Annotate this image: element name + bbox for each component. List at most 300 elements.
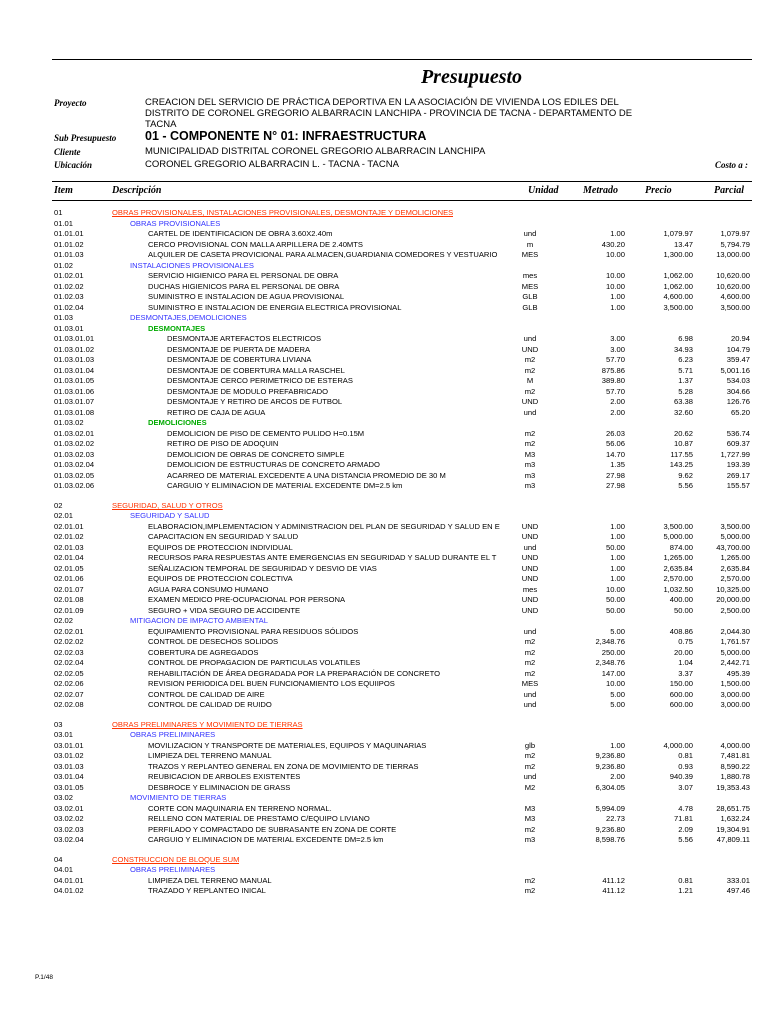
item-unit: m3	[524, 470, 536, 480]
item-price: 3.07	[678, 782, 693, 792]
item-price: 600.00	[669, 689, 693, 699]
table-row	[0, 835, 768, 846]
item-description: INSTALACIONES PROVISIONALES	[130, 260, 254, 270]
item-unit: m2	[524, 355, 536, 364]
item-unit: und	[523, 229, 537, 238]
item-code: 02.02.05	[54, 668, 84, 678]
item-unit: M	[526, 376, 534, 385]
item-description: TRAZADO Y REPLANTEO INICAL	[148, 886, 266, 895]
item-unit: M3	[524, 814, 536, 823]
table-row	[0, 690, 768, 701]
item-code: 04.01	[54, 865, 74, 874]
item-partial: 1,727.99	[720, 449, 750, 459]
item-price: 71.81	[673, 814, 693, 823]
item-metrado: 1.00	[610, 532, 625, 541]
item-unit: UND	[521, 532, 539, 541]
item-description: CARTEL DE IDENTIFICACION DE OBRA 3.60X2.40m	[148, 229, 333, 238]
item-partial: 10,620.00	[716, 281, 750, 291]
table-row	[0, 292, 768, 303]
item-code: 02.01.09	[54, 605, 84, 615]
item-description: SUMINISTRO E INSTALACION DE AGUA PROVISIONAL	[148, 292, 345, 301]
item-description: CONSTRUCCION DE BLOQUE SUM	[112, 854, 240, 864]
item-price: 32.60	[673, 407, 693, 417]
item-price: 6.98	[678, 334, 693, 343]
item-code: 01.02.02	[54, 281, 84, 291]
item-code: 01.03.01	[54, 323, 84, 333]
item-metrado: 411.12	[602, 886, 625, 895]
table-row	[0, 240, 768, 251]
item-code: 03.01.04	[54, 772, 84, 781]
item-code: 03.01.05	[54, 782, 84, 792]
item-partial: 28,651.75	[716, 803, 750, 813]
section-spacer	[0, 711, 768, 720]
item-description: RETIRO DE CAJA DE AGUA	[167, 407, 266, 417]
item-description: DESMONTAJE ARTEFACTOS ELECTRICOS	[167, 334, 322, 343]
item-metrado: 2,348.76	[595, 658, 625, 667]
item-metrado: 10.00	[605, 679, 625, 688]
item-metrado: 10.00	[605, 281, 625, 291]
item-unit: M3	[524, 449, 536, 459]
item-partial: 4,000.00	[720, 740, 750, 750]
item-partial: 3,500.00	[720, 302, 750, 312]
item-code: 02.01.03	[54, 542, 84, 552]
table-row	[0, 439, 768, 450]
table-row	[0, 762, 768, 773]
table-row	[0, 303, 768, 314]
table-row	[0, 564, 768, 575]
item-partial: 333.01	[726, 875, 750, 885]
item-partial: 536.74	[726, 428, 750, 438]
item-code: 01.01.03	[54, 250, 84, 259]
item-metrado: 411.12	[602, 875, 625, 885]
proyecto-label: Proyecto	[54, 98, 87, 108]
section-row	[0, 616, 768, 627]
col-precio: Precio	[645, 185, 672, 196]
item-partial: 3,000.00	[720, 689, 750, 699]
item-description: CAPACITACION EN SEGURIDAD Y SALUD	[148, 532, 299, 541]
col-parcial: Parcial	[714, 185, 744, 196]
table-row	[0, 429, 768, 440]
item-metrado: 3.00	[610, 344, 625, 354]
item-code: 01.03.01.06	[54, 386, 95, 396]
item-description: OBRAS PRELIMINARES	[130, 865, 216, 874]
item-code: 01.01.01	[54, 229, 84, 238]
item-price: 2.09	[678, 824, 693, 834]
item-price: 5.56	[678, 835, 693, 844]
item-metrado: 26.03	[605, 428, 625, 438]
item-description: CARGUIO Y ELIMINACION DE MATERIAL EXCEDENTE DM=2.5 km	[167, 481, 403, 490]
item-partial: 1,079.97	[720, 229, 750, 238]
proyecto-value: CREACION DEL SERVICIO DE PRÁCTICA DEPORTIVA EN LA ASOCIACIÓN DE VIVIENDA LOS EDILES DEL DISTRITO DE CORONEL GREGORIO ALBARRACIN LANCHIPA - PROVINCIA DE TACNA - DEPARTAMENTO DE TACNA	[145, 97, 633, 130]
item-price: 0.75	[678, 637, 693, 646]
item-code: 03.01	[54, 730, 74, 739]
item-metrado: 3.00	[610, 334, 625, 343]
table-row	[0, 637, 768, 648]
item-code: 03.01.03	[54, 761, 84, 771]
item-partial: 7,481.81	[720, 751, 750, 760]
item-code: 02.02	[54, 616, 74, 625]
item-code: 01.03.02.03	[54, 449, 95, 459]
item-unit: m3	[524, 460, 536, 469]
section-row	[0, 793, 768, 804]
item-description: DESMONTAJES,DEMOLICIONES	[130, 313, 247, 322]
item-price: 34.93	[673, 344, 693, 354]
item-partial: 5,794.79	[720, 239, 750, 249]
table-row	[0, 376, 768, 387]
item-metrado: 2.00	[610, 407, 625, 417]
section-row	[0, 511, 768, 522]
item-price: 3,500.00	[663, 302, 693, 312]
item-description: COBERTURA DE AGREGADOS	[148, 647, 259, 657]
section-spacer	[0, 846, 768, 855]
item-partial: 20,000.00	[716, 595, 750, 604]
item-partial: 20.94	[730, 334, 750, 343]
item-partial: 609.37	[726, 439, 750, 448]
item-unit: und	[523, 407, 537, 417]
item-description: OBRAS PRELIMINARES Y MOVIMIENTO DE TIERRAS	[112, 719, 303, 729]
item-unit: m2	[524, 886, 536, 895]
item-unit: m	[526, 239, 534, 249]
item-metrado: 57.70	[605, 386, 625, 396]
item-price: 4,600.00	[663, 292, 693, 301]
item-code: 03	[54, 719, 63, 729]
item-partial: 43,700.00	[716, 542, 750, 552]
item-description: EXAMEN MEDICO PRE-OCUPACIONAL POR PERSONA	[148, 595, 346, 604]
table-row	[0, 387, 768, 398]
item-code: 02.01	[54, 511, 74, 520]
item-price: 1,300.00	[663, 250, 693, 259]
item-code: 03.02.03	[54, 824, 84, 834]
item-price: 9.62	[678, 470, 693, 480]
item-partial: 5,001.16	[720, 365, 750, 375]
item-unit: m3	[524, 481, 536, 490]
item-code: 02.01.07	[54, 584, 84, 594]
item-code: 01.02.01	[54, 271, 84, 280]
item-price: 4.78	[678, 803, 693, 813]
table-row	[0, 772, 768, 783]
item-code: 01.03.01.02	[54, 344, 95, 354]
item-price: 400.00	[669, 595, 693, 604]
item-metrado: 1.35	[610, 460, 625, 469]
item-unit: UND	[521, 553, 539, 562]
item-description: OBRAS PRELIMINARES	[130, 730, 216, 739]
table-row	[0, 366, 768, 377]
item-description: EQUIPAMIENTO PROVISIONAL PARA RESIDUOS SÓLIDOS	[148, 626, 359, 636]
item-metrado: 1.00	[610, 574, 625, 583]
item-code: 01.03.01.08	[54, 407, 95, 417]
table-row	[0, 574, 768, 585]
table-row	[0, 553, 768, 564]
item-description: DEMOLICION DE OBRAS DE CONCRETO SIMPLE	[167, 449, 345, 459]
item-metrado: 2.00	[610, 772, 625, 781]
item-price: 940.39	[669, 772, 693, 781]
item-metrado: 1.00	[610, 292, 625, 301]
table-row	[0, 876, 768, 887]
item-price: 2,570.00	[663, 574, 693, 583]
table-row	[0, 522, 768, 533]
table-row	[0, 271, 768, 282]
item-unit: m2	[524, 428, 536, 438]
item-code: 01.01.02	[54, 239, 84, 249]
table-row	[0, 345, 768, 356]
item-description: DESMONTAJE DE COBERTURA MALLA RASCHEL	[167, 365, 345, 375]
item-partial: 3,000.00	[720, 700, 750, 709]
section-row	[0, 208, 768, 219]
section-row	[0, 730, 768, 741]
item-partial: 19,353.43	[716, 782, 750, 792]
item-code: 01.03.02.02	[54, 439, 95, 448]
item-code: 01.03.02.06	[54, 481, 95, 490]
cliente-value: MUNICIPALIDAD DISTRITAL CORONEL GREGORIO ALBARRACIN LANCHIPA	[145, 146, 486, 157]
item-metrado: 10.00	[605, 584, 625, 594]
item-metrado: 2.00	[610, 397, 625, 406]
item-description: EQUIPOS DE PROTECCION COLECTIVA	[148, 574, 293, 583]
item-description: SEÑALIZACION TEMPORAL DE SEGURIDAD Y DESVIO DE VIAS	[148, 563, 377, 573]
item-unit: m2	[524, 439, 536, 448]
item-metrado: 430.20	[601, 239, 625, 249]
item-code: 02.02.03	[54, 647, 84, 657]
item-price: 1,062.00	[663, 271, 693, 280]
item-unit: und	[523, 700, 537, 709]
item-unit: UND	[521, 344, 539, 354]
item-code: 03.02.02	[54, 814, 84, 823]
item-price: 63.38	[673, 397, 693, 406]
item-code: 01.02.03	[54, 292, 84, 301]
item-metrado: 27.98	[605, 481, 625, 490]
item-unit: UND	[521, 595, 539, 604]
item-metrado: 6,304.05	[595, 782, 625, 792]
item-price: 1,265.00	[663, 553, 693, 562]
item-description: DESMONTAJE DE PUERTA DE MADERA	[167, 344, 311, 354]
item-code: 04.01.02	[54, 886, 84, 895]
item-partial: 193.39	[726, 460, 750, 469]
table-row	[0, 886, 768, 897]
item-code: 02.02.06	[54, 679, 84, 688]
item-partial: 10,325.00	[716, 584, 750, 594]
item-description: LIMPIEZA DEL TERRENO MANUAL	[148, 875, 272, 885]
item-unit: UND	[521, 397, 539, 406]
item-description: DESMONTAJES	[148, 323, 206, 333]
item-metrado: 50.00	[605, 605, 625, 615]
item-price: 1,032.50	[663, 584, 693, 594]
item-metrado: 9,236.80	[595, 751, 625, 760]
subpresupuesto-value: 01 - COMPONENTE N° 01: INFRAESTRUCTURA	[145, 129, 427, 143]
item-price: 408.86	[669, 626, 693, 636]
section-spacer	[0, 492, 768, 501]
item-partial: 5,000.00	[720, 647, 750, 657]
item-description: REVISION PERIODICA DEL BUEN FUNCIONAMIENTO LOS EQUIIPOS	[148, 679, 395, 688]
item-partial: 1,265.00	[720, 553, 750, 562]
budget-table-body	[0, 208, 768, 897]
item-description: DESMONTAJE DE COBERTURA LIVIANA	[167, 355, 312, 364]
item-price: 10.87	[673, 439, 693, 448]
item-description: DESMONTAJE DE MODULO PREFABRICADO	[167, 386, 329, 396]
item-code: 01.02	[54, 260, 74, 270]
item-partial: 2,635.84	[720, 563, 750, 573]
section-row	[0, 501, 768, 512]
table-row	[0, 606, 768, 617]
item-unit: MES	[521, 281, 539, 291]
item-code: 01.03.01.03	[54, 355, 95, 364]
table-row	[0, 532, 768, 543]
col-metrado: Metrado	[583, 185, 618, 196]
item-unit: GLB	[522, 302, 538, 312]
item-metrado: 250.00	[601, 647, 625, 657]
section-row	[0, 261, 768, 272]
item-description: SERVICIO HIGIENICO PARA EL PERSONAL DE OBRA	[148, 271, 339, 280]
costo-label: Costo a :	[714, 160, 748, 170]
item-partial: 497.46	[726, 886, 750, 895]
item-unit: m2	[524, 761, 536, 771]
item-code: 02.01.08	[54, 595, 84, 604]
item-metrado: 50.00	[605, 595, 625, 604]
item-partial: 304.66	[726, 386, 750, 396]
item-metrado: 9,236.80	[595, 761, 625, 771]
item-description: DEMOLICIONES	[148, 418, 207, 427]
col-item: Item	[54, 185, 73, 196]
section-row	[0, 219, 768, 230]
item-code: 01.03.01.05	[54, 376, 95, 385]
item-unit: mes	[522, 584, 538, 594]
item-unit: UND	[521, 521, 539, 531]
item-partial: 10,620.00	[716, 271, 750, 280]
item-description: ELABORACION,IMPLEMENTACION Y ADMINISTRACION DEL PLAN DE SEGURIDAD Y SALUD EN E	[148, 521, 500, 531]
section-row	[0, 324, 768, 335]
table-row	[0, 585, 768, 596]
table-row	[0, 648, 768, 659]
item-description: TRAZOS Y REPLANTEO GENERAL EN ZONA DE MOVIMIENTO DE TIERRAS	[148, 761, 419, 771]
item-price: 6.23	[678, 355, 693, 364]
item-metrado: 10.00	[605, 250, 625, 259]
item-price: 0.81	[678, 875, 693, 885]
item-unit: UND	[521, 605, 539, 615]
item-partial: 359.47	[726, 355, 750, 364]
item-price: 150.00	[669, 679, 693, 688]
item-price: 50.00	[673, 605, 693, 615]
item-code: 04	[54, 854, 63, 864]
item-description: SEGURO + VIDA SEGURO DE ACCIDENTE	[148, 605, 301, 615]
item-metrado: 57.70	[605, 355, 625, 364]
item-partial: 534.03	[726, 376, 750, 385]
table-row	[0, 751, 768, 762]
item-partial: 5,000.00	[720, 532, 750, 541]
item-metrado: 8,598.76	[595, 835, 625, 844]
item-partial: 47,809.11	[716, 835, 750, 844]
item-partial: 495.39	[726, 668, 750, 678]
subpresupuesto-label: Sub Presupuesto	[54, 133, 117, 143]
item-description: EQUIPOS DE PROTECCION INDIVIDUAL	[148, 542, 293, 552]
item-partial: 1,632.24	[720, 814, 750, 823]
item-code: 01	[54, 208, 63, 217]
item-partial: 1,500.00	[720, 679, 750, 688]
item-unit: M2	[524, 782, 536, 792]
item-description: CONTROL DE CALIDAD DE RUIDO	[148, 700, 272, 709]
item-unit: m2	[524, 751, 536, 760]
table-row	[0, 355, 768, 366]
table-row	[0, 408, 768, 419]
table-row	[0, 229, 768, 240]
table-row	[0, 397, 768, 408]
item-description: SEGURIDAD, SALUD Y OTROS	[112, 500, 223, 510]
top-rule	[52, 59, 752, 60]
item-code: 01.03	[54, 313, 74, 322]
item-price: 1.37	[678, 376, 693, 385]
item-code: 01.03.01.04	[54, 365, 95, 375]
item-price: 874.00	[669, 542, 693, 552]
item-description: DUCHAS HIGIENICOS PARA EL PERSONAL DE OBRA	[148, 281, 340, 291]
item-code: 02.02.04	[54, 658, 84, 667]
item-code: 01.03.02.04	[54, 460, 95, 469]
item-price: 13.47	[673, 239, 693, 249]
item-code: 02.01.05	[54, 563, 84, 573]
item-unit: und	[523, 626, 537, 636]
item-unit: m2	[524, 637, 536, 646]
item-code: 02.01.02	[54, 532, 84, 541]
item-price: 1.04	[678, 658, 693, 667]
item-unit: glb	[524, 740, 536, 750]
item-price: 0.81	[678, 751, 693, 760]
item-metrado: 1.00	[610, 521, 625, 531]
item-description: CONTROL DE DESECHOS SOLIDOS	[148, 637, 279, 646]
item-description: RECURSOS PARA RESPUESTAS ANTE EMERGENCIAS EN SEGURIDAD Y SALUD DURANTE EL T	[148, 553, 497, 562]
item-code: 02.01.01	[54, 521, 84, 531]
item-unit: UND	[521, 563, 539, 573]
item-unit: und	[523, 772, 537, 781]
item-unit: GLB	[522, 292, 538, 301]
table-row	[0, 804, 768, 815]
table-row	[0, 282, 768, 293]
item-metrado: 147.00	[601, 668, 625, 678]
item-metrado: 14.70	[605, 449, 625, 459]
item-unit: m2	[524, 386, 536, 396]
item-code: 03.01.01	[54, 740, 84, 750]
item-price: 1.21	[678, 886, 693, 895]
item-code: 04.01.01	[54, 875, 84, 885]
table-row	[0, 825, 768, 836]
item-metrado: 1.00	[610, 740, 625, 750]
item-code: 03.02.01	[54, 803, 84, 813]
item-partial: 155.57	[726, 481, 750, 490]
item-unit: UND	[521, 574, 539, 583]
item-description: CARGUIO Y ELIMINACION DE MATERIAL EXCEDENTE DM=2.5 km	[148, 835, 384, 844]
item-partial: 4,600.00	[720, 292, 750, 301]
item-unit: M3	[524, 803, 536, 813]
item-code: 02.02.01	[54, 626, 84, 636]
item-code: 02	[54, 500, 63, 510]
page-title: Presupuesto	[420, 66, 523, 88]
section-row	[0, 720, 768, 731]
table-row	[0, 627, 768, 638]
item-partial: 19,304.91	[716, 824, 750, 834]
item-metrado: 875.86	[601, 365, 625, 375]
item-code: 01.03.02	[54, 418, 84, 427]
table-row	[0, 658, 768, 669]
item-unit: m2	[524, 647, 536, 657]
item-price: 117.55	[670, 449, 693, 459]
item-price: 4,000.00	[663, 740, 693, 750]
section-row	[0, 313, 768, 324]
item-description: SEGURIDAD Y SALUD	[130, 511, 210, 520]
item-partial: 3,500.00	[720, 521, 750, 531]
item-metrado: 5.00	[610, 700, 625, 709]
item-description: OBRAS PROVISIONALES	[130, 218, 221, 228]
section-row	[0, 418, 768, 429]
table-row	[0, 783, 768, 794]
item-code: 02.02.07	[54, 689, 84, 699]
table-row	[0, 460, 768, 471]
item-description: REHABILITACIÓN DE ÁREA DEGRADADA POR LA PREPARACIÓN DE CONCRETO	[148, 668, 441, 678]
item-code: 02.01.04	[54, 553, 84, 562]
